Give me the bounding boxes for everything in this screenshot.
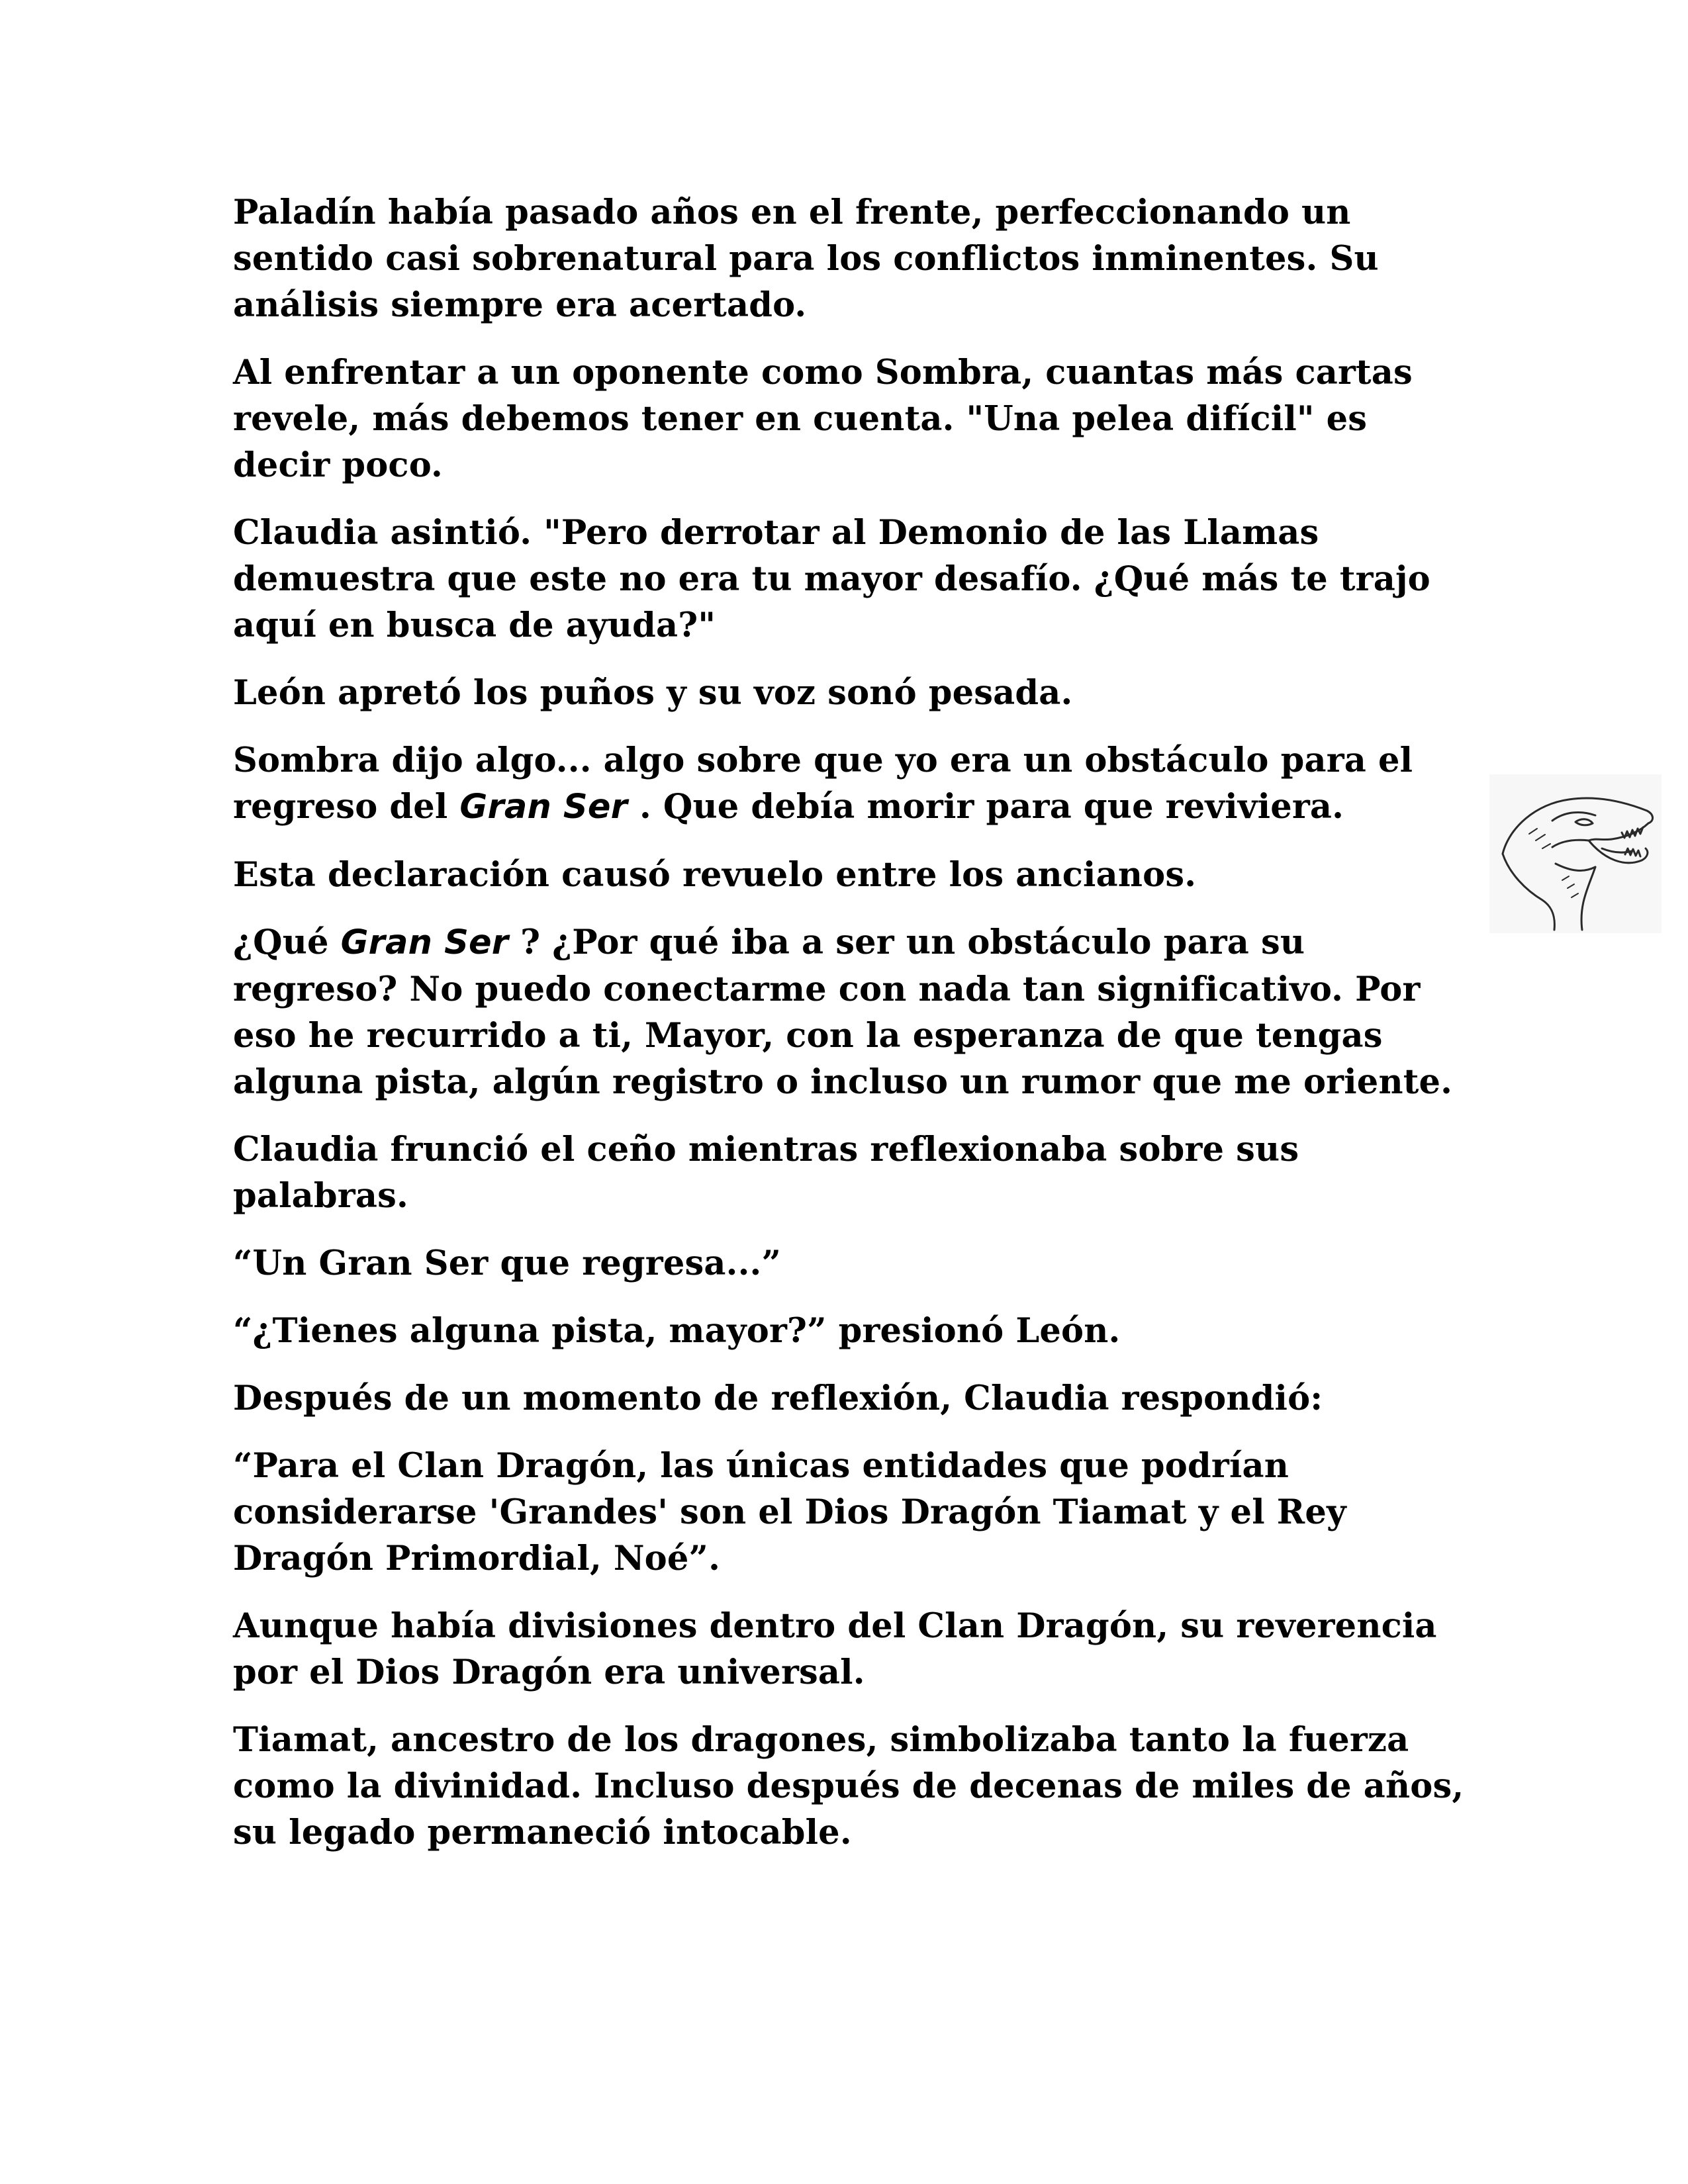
paragraph-4: León apretó los puños y su voz sonó pesada.: [233, 673, 1073, 713]
paragraph-6: Esta declaración causó revuelo entre los ancianos.: [233, 855, 1197, 895]
paragraph-2: Al enfrentar a un oponente como Sombra, cuantas más cartas revele, más debemos tener en cuenta. "Una pelea difícil" es decir poco.: [233, 353, 1413, 485]
body-text: [233, 189, 1464, 1877]
paragraph-5-end: . Que debía morir para que reviviera.: [627, 787, 1344, 827]
paragraph-7-end: ? ¿Por qué iba a ser un obstáculo para su regreso? No puedo conectarme con nada tan significativo. Por eso he recurrido a ti, Mayor, con la esperanza de que tengas alguna pista, algún registro o incluso un rumor que me oriente.: [233, 923, 1453, 1102]
paragraph-7-start: ¿Qué: [233, 923, 341, 962]
paragraph-14: Tiamat, ancestro de los dragones, simbolizaba tanto la fuerza como la divinidad. Incluso después de decenas de miles de años, su legado permaneció intocable.: [233, 1720, 1464, 1852]
paragraph-1: Paladín había pasado años en el frente, perfeccionando un sentido casi sobrenatural para los conflictos inminentes. Su análisis siempre era acertado.: [233, 193, 1379, 325]
paragraph-7: [233, 919, 1464, 1105]
dinosaur-head-sketch-icon: [1489, 774, 1662, 933]
gran-ser-emphasis: Gran Ser: [459, 788, 628, 827]
paragraph-12: “Para el Clan Dragón, las únicas entidades que podrían considerarse 'Grandes' son el Dios Dragón Tiamat y el Rey Dragón Primordial, Noé”.: [233, 1446, 1346, 1578]
paragraph-5-start: Sombra dijo algo... algo sobre que yo era un obstáculo para el regreso del: [233, 741, 1413, 827]
paragraph-8: Claudia frunció el ceño mientras reflexionaba sobre sus palabras.: [233, 1130, 1299, 1216]
paragraph-10: “¿Tienes alguna pista, mayor?” presionó León.: [233, 1311, 1121, 1351]
paragraph-3: Claudia asintió. "Pero derrotar al Demonio de las Llamas demuestra que este no era tu mayor desafío. ¿Qué más te trajo aquí en busca de ayuda?": [233, 513, 1430, 645]
paragraph-5: [233, 737, 1464, 831]
paragraph-13: Aunque había divisiones dentro del Clan Dragón, su reverencia por el Dios Dragón era universal.: [233, 1606, 1437, 1692]
paragraph-11: Después de un momento de reflexión, Claudia respondió:: [233, 1379, 1323, 1418]
paragraph-9: “Un Gran Ser que regresa...”: [233, 1244, 782, 1283]
gran-ser-emphasis: Gran Ser: [340, 923, 509, 962]
